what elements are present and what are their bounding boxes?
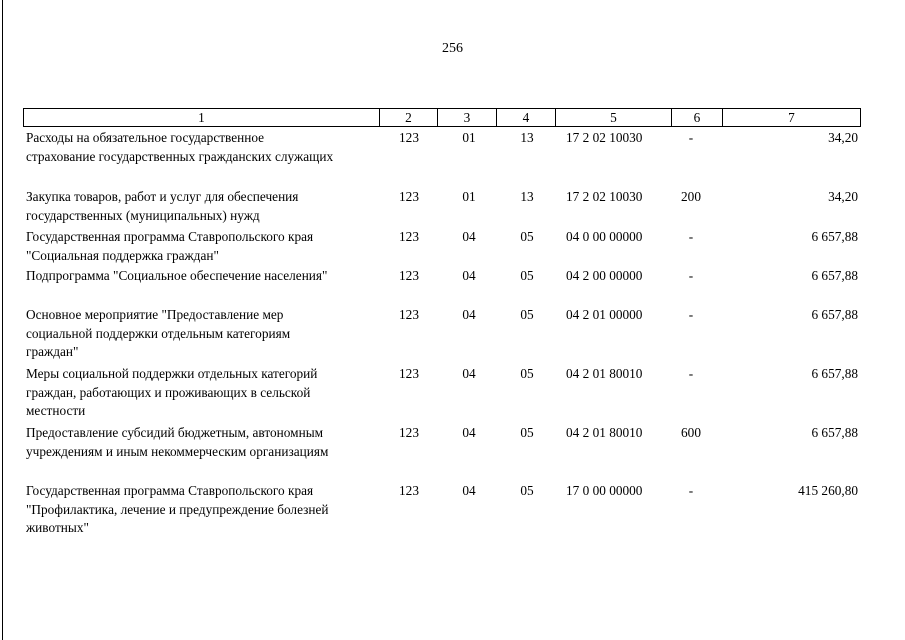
row-section: 04 — [462, 483, 476, 498]
row-name: Предоставление субсидий бюджетным, автономным учреждениям и иным некоммерческим организациям — [26, 425, 329, 459]
row-admin-code: 123 — [399, 189, 419, 204]
header-col-2: 2 — [380, 109, 438, 126]
row-subsection: 05 — [520, 268, 534, 283]
row-section: 04 — [462, 307, 476, 322]
row-section: 01 — [462, 189, 476, 204]
row-admin-code: 123 — [399, 366, 419, 381]
row-admin-code: 123 — [399, 130, 419, 145]
row-admin-code: 123 — [399, 307, 419, 322]
table-header — [23, 108, 861, 127]
row-name: Основное мероприятие "Предоставление мер социальной поддержки отдельным категориям граждан" — [26, 307, 291, 359]
header-col-7: 7 — [788, 110, 795, 125]
row-expense-type: - — [688, 366, 694, 381]
row-section: 04 — [462, 425, 476, 440]
row-admin-code: 123 — [399, 229, 419, 244]
row-amount: 6 657,88 — [811, 425, 858, 440]
header-col-1: 1 — [24, 109, 380, 126]
row-name: Государственная программа Ставропольского края "Профилактика, лечение и предупреждение болезней животных" — [26, 483, 329, 535]
row-name: Подпрограмма "Социальное обеспечение населения" — [26, 268, 328, 283]
row-expense-type: - — [688, 130, 694, 145]
row-amount: 34,20 — [828, 130, 858, 145]
header-col-3: 3 — [438, 109, 497, 126]
row-target-article: 04 2 01 80010 — [566, 366, 643, 381]
row-subsection: 05 — [520, 229, 534, 244]
row-amount: 6 657,88 — [811, 366, 858, 381]
header-col-4: 4 — [497, 109, 556, 126]
row-amount: 6 657,88 — [811, 268, 858, 283]
page-number: 256 — [442, 41, 463, 56]
row-expense-type: 600 — [681, 425, 701, 440]
row-subsection: 13 — [520, 130, 534, 145]
row-target-article: 04 0 00 00000 — [566, 229, 643, 244]
header-col-6: 6 — [672, 109, 723, 126]
row-admin-code: 123 — [399, 268, 419, 283]
row-section: 04 — [462, 366, 476, 381]
row-amount: 6 657,88 — [811, 307, 858, 322]
row-name: Закупка товаров, работ и услуг для обеспечения государственных (муниципальных) нужд — [26, 189, 299, 223]
row-amount: 6 657,88 — [811, 229, 858, 244]
row-name: Расходы на обязательное государственное страхование государственных гражданских служащих — [26, 130, 334, 164]
row-expense-type: - — [688, 229, 694, 244]
row-section: 04 — [462, 229, 476, 244]
row-section: 04 — [462, 268, 476, 283]
row-target-article: 04 2 01 00000 — [566, 307, 643, 322]
row-expense-type: - — [688, 483, 694, 498]
row-section: 01 — [462, 130, 476, 145]
row-admin-code: 123 — [399, 425, 419, 440]
row-subsection: 05 — [520, 483, 534, 498]
row-subsection: 05 — [520, 307, 534, 322]
row-expense-type: - — [688, 268, 694, 283]
row-target-article: 04 2 00 00000 — [566, 268, 643, 283]
row-subsection: 05 — [520, 366, 534, 381]
page-left-border — [2, 0, 3, 640]
row-expense-type: - — [688, 307, 694, 322]
row-subsection: 05 — [520, 425, 534, 440]
row-expense-type: 200 — [681, 189, 701, 204]
row-target-article: 04 2 01 80010 — [566, 425, 643, 440]
row-target-article: 17 0 00 00000 — [566, 483, 643, 498]
row-target-article: 17 2 02 10030 — [566, 130, 643, 145]
row-amount: 415 260,80 — [798, 483, 858, 498]
row-admin-code: 123 — [399, 483, 419, 498]
row-amount: 34,20 — [828, 189, 858, 204]
row-name: Меры социальной поддержки отдельных категорий граждан, работающих и проживающих в сельской местности — [26, 366, 318, 418]
header-col-5: 5 — [556, 109, 672, 126]
row-target-article: 17 2 02 10030 — [566, 189, 643, 204]
row-name: Государственная программа Ставропольского края "Социальная поддержка граждан" — [26, 229, 314, 263]
row-subsection: 13 — [520, 189, 534, 204]
